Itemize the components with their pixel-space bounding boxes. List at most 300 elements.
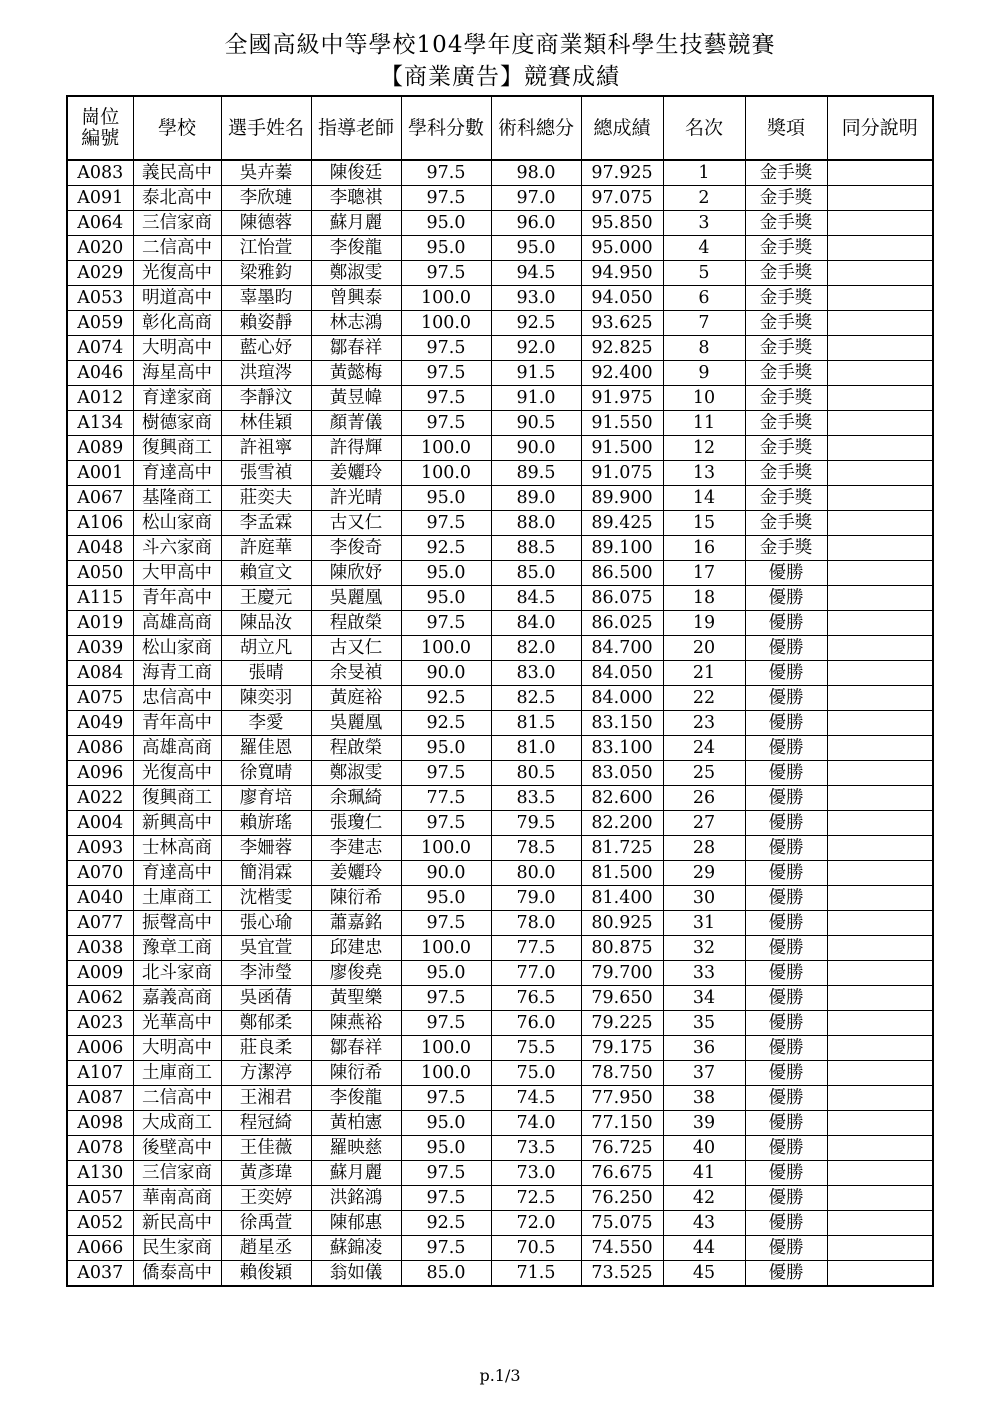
header-school: 學校: [133, 96, 221, 160]
cell-school: 豫章工商: [133, 936, 221, 961]
cell-award: 優勝: [745, 861, 827, 886]
table-row: [67, 911, 933, 936]
cell-instructor: 陳欣妤: [311, 561, 401, 586]
table-row: [67, 311, 933, 336]
cell-school: 基隆商工: [133, 486, 221, 511]
cell-booth-number: A064: [67, 211, 133, 236]
cell-booth-number: A106: [67, 511, 133, 536]
cell-award: 優勝: [745, 1011, 827, 1036]
cell-total-score: 91.075: [581, 461, 663, 486]
cell-written-score: 100.0: [401, 936, 491, 961]
cell-instructor: 林志鴻: [311, 311, 401, 336]
cell-booth-number: A053: [67, 286, 133, 311]
cell-total-score: 81.400: [581, 886, 663, 911]
cell-rank: 2: [663, 186, 745, 211]
cell-contestant-name: 沈楷雯: [221, 886, 311, 911]
cell-school: 復興商工: [133, 436, 221, 461]
cell-rank: 26: [663, 786, 745, 811]
cell-written-score: 97.5: [401, 186, 491, 211]
header-total-score: 總成績: [581, 96, 663, 160]
cell-booth-number: A107: [67, 1061, 133, 1086]
cell-total-score: 94.950: [581, 261, 663, 286]
cell-total-score: 94.050: [581, 286, 663, 311]
cell-practical-total: 91.0: [491, 386, 581, 411]
cell-tie-note: [827, 936, 933, 961]
table-row: [67, 936, 933, 961]
cell-award: 優勝: [745, 836, 827, 861]
cell-school: 二信高中: [133, 1086, 221, 1111]
cell-school: 新民高中: [133, 1211, 221, 1236]
table-row: [67, 986, 933, 1011]
cell-award: 優勝: [745, 786, 827, 811]
results-table: [66, 95, 934, 1287]
cell-total-score: 92.400: [581, 361, 663, 386]
cell-contestant-name: 胡立凡: [221, 636, 311, 661]
header-tie-note: 同分說明: [827, 96, 933, 160]
cell-tie-note: [827, 911, 933, 936]
cell-total-score: 95.000: [581, 236, 663, 261]
cell-booth-number: A029: [67, 261, 133, 286]
cell-instructor: 李俊龍: [311, 236, 401, 261]
cell-written-score: 95.0: [401, 886, 491, 911]
cell-award: 優勝: [745, 986, 827, 1011]
cell-rank: 17: [663, 561, 745, 586]
cell-contestant-name: 賴旂瑤: [221, 811, 311, 836]
table-row: [67, 586, 933, 611]
cell-tie-note: [827, 311, 933, 336]
cell-total-score: 95.850: [581, 211, 663, 236]
cell-practical-total: 72.0: [491, 1211, 581, 1236]
cell-school: 二信高中: [133, 236, 221, 261]
header-contestant-name: 選手姓名: [221, 96, 311, 160]
cell-written-score: 97.5: [401, 336, 491, 361]
cell-award: 優勝: [745, 886, 827, 911]
cell-award: 金手獎: [745, 311, 827, 336]
cell-instructor: 陳郁惠: [311, 1211, 401, 1236]
cell-written-score: 97.5: [401, 1011, 491, 1036]
cell-award: 優勝: [745, 636, 827, 661]
table-row: [67, 511, 933, 536]
cell-written-score: 97.5: [401, 986, 491, 1011]
cell-contestant-name: 徐寬晴: [221, 761, 311, 786]
cell-tie-note: [827, 986, 933, 1011]
cell-written-score: 90.0: [401, 861, 491, 886]
cell-tie-note: [827, 1136, 933, 1161]
cell-contestant-name: 李姍蓉: [221, 836, 311, 861]
cell-total-score: 73.525: [581, 1261, 663, 1287]
cell-school: 松山家商: [133, 636, 221, 661]
cell-booth-number: A134: [67, 411, 133, 436]
cell-rank: 11: [663, 411, 745, 436]
cell-written-score: 100.0: [401, 461, 491, 486]
cell-written-score: 97.5: [401, 160, 491, 186]
cell-practical-total: 96.0: [491, 211, 581, 236]
cell-instructor: 黃懿梅: [311, 361, 401, 386]
cell-school: 士林高商: [133, 836, 221, 861]
cell-rank: 29: [663, 861, 745, 886]
table-row: [67, 736, 933, 761]
cell-instructor: 李聰祺: [311, 186, 401, 211]
table-row: [67, 611, 933, 636]
cell-booth-number: A087: [67, 1086, 133, 1111]
cell-contestant-name: 李欣璉: [221, 186, 311, 211]
table-row: [67, 561, 933, 586]
cell-award: 優勝: [745, 1161, 827, 1186]
cell-instructor: 鄭淑雯: [311, 761, 401, 786]
cell-rank: 18: [663, 586, 745, 611]
cell-written-score: 100.0: [401, 311, 491, 336]
cell-tie-note: [827, 661, 933, 686]
cell-instructor: 古又仁: [311, 511, 401, 536]
cell-tie-note: [827, 886, 933, 911]
cell-school: 高雄高商: [133, 736, 221, 761]
table-row: [67, 636, 933, 661]
cell-practical-total: 75.5: [491, 1036, 581, 1061]
cell-tie-note: [827, 1086, 933, 1111]
cell-booth-number: A040: [67, 886, 133, 911]
cell-instructor: 姜孋玲: [311, 461, 401, 486]
cell-practical-total: 88.5: [491, 536, 581, 561]
cell-written-score: 95.0: [401, 486, 491, 511]
cell-school: 新興高中: [133, 811, 221, 836]
cell-booth-number: A037: [67, 1261, 133, 1287]
cell-written-score: 92.5: [401, 711, 491, 736]
cell-tie-note: [827, 386, 933, 411]
cell-rank: 10: [663, 386, 745, 411]
cell-rank: 27: [663, 811, 745, 836]
cell-written-score: 97.5: [401, 511, 491, 536]
cell-school: 華南高商: [133, 1186, 221, 1211]
cell-instructor: 蘇月麗: [311, 1161, 401, 1186]
cell-contestant-name: 李靜汶: [221, 386, 311, 411]
cell-contestant-name: 羅佳恩: [221, 736, 311, 761]
cell-rank: 15: [663, 511, 745, 536]
cell-award: 優勝: [745, 761, 827, 786]
cell-written-score: 97.5: [401, 911, 491, 936]
cell-total-score: 82.600: [581, 786, 663, 811]
cell-school: 忠信高中: [133, 686, 221, 711]
table-row: [67, 236, 933, 261]
cell-tie-note: [827, 1061, 933, 1086]
cell-school: 育達高中: [133, 461, 221, 486]
cell-instructor: 蕭嘉銘: [311, 911, 401, 936]
cell-practical-total: 97.0: [491, 186, 581, 211]
table-row: [67, 436, 933, 461]
cell-tie-note: [827, 1011, 933, 1036]
cell-instructor: 許光晴: [311, 486, 401, 511]
cell-written-score: 97.5: [401, 811, 491, 836]
cell-practical-total: 84.5: [491, 586, 581, 611]
cell-instructor: 翁如儀: [311, 1261, 401, 1287]
cell-total-score: 75.075: [581, 1211, 663, 1236]
table-row: [67, 661, 933, 686]
cell-school: 青年高中: [133, 586, 221, 611]
cell-tie-note: [827, 811, 933, 836]
cell-booth-number: A006: [67, 1036, 133, 1061]
cell-practical-total: 98.0: [491, 160, 581, 186]
cell-total-score: 89.425: [581, 511, 663, 536]
cell-booth-number: A098: [67, 1111, 133, 1136]
cell-tie-note: [827, 486, 933, 511]
cell-award: 金手獎: [745, 211, 827, 236]
cell-total-score: 78.750: [581, 1061, 663, 1086]
table-row: [67, 186, 933, 211]
cell-tie-note: [827, 836, 933, 861]
cell-booth-number: A089: [67, 436, 133, 461]
cell-rank: 4: [663, 236, 745, 261]
cell-total-score: 84.050: [581, 661, 663, 686]
table-row: [67, 1086, 933, 1111]
cell-written-score: 95.0: [401, 211, 491, 236]
cell-instructor: 陳衍希: [311, 1061, 401, 1086]
cell-school: 大成商工: [133, 1111, 221, 1136]
cell-total-score: 97.075: [581, 186, 663, 211]
cell-rank: 3: [663, 211, 745, 236]
cell-booth-number: A130: [67, 1161, 133, 1186]
table-row: [67, 1186, 933, 1211]
cell-booth-number: A057: [67, 1186, 133, 1211]
cell-award: 優勝: [745, 1236, 827, 1261]
cell-practical-total: 93.0: [491, 286, 581, 311]
cell-school: 青年高中: [133, 711, 221, 736]
cell-contestant-name: 方潔渟: [221, 1061, 311, 1086]
cell-rank: 8: [663, 336, 745, 361]
cell-written-score: 92.5: [401, 536, 491, 561]
cell-school: 大甲高中: [133, 561, 221, 586]
cell-practical-total: 88.0: [491, 511, 581, 536]
cell-award: 優勝: [745, 811, 827, 836]
cell-school: 義民高中: [133, 160, 221, 186]
cell-rank: 32: [663, 936, 745, 961]
cell-written-score: 85.0: [401, 1261, 491, 1287]
cell-total-score: 84.700: [581, 636, 663, 661]
cell-rank: 1: [663, 160, 745, 186]
cell-school: 復興商工: [133, 786, 221, 811]
cell-award: 優勝: [745, 561, 827, 586]
cell-contestant-name: 簡涓霖: [221, 861, 311, 886]
cell-booth-number: A084: [67, 661, 133, 686]
cell-school: 三信家商: [133, 1161, 221, 1186]
cell-instructor: 蘇月麗: [311, 211, 401, 236]
header-row: [67, 96, 933, 160]
cell-total-score: 79.700: [581, 961, 663, 986]
cell-instructor: 吳麗凰: [311, 586, 401, 611]
cell-rank: 23: [663, 711, 745, 736]
table-row: [67, 786, 933, 811]
cell-total-score: 79.650: [581, 986, 663, 1011]
header-award: 獎項: [745, 96, 827, 160]
cell-award: 優勝: [745, 1036, 827, 1061]
cell-school: 土庫商工: [133, 1061, 221, 1086]
cell-practical-total: 80.0: [491, 861, 581, 886]
cell-rank: 34: [663, 986, 745, 1011]
table-row: [67, 1011, 933, 1036]
cell-contestant-name: 徐禹萱: [221, 1211, 311, 1236]
cell-rank: 25: [663, 761, 745, 786]
cell-school: 斗六家商: [133, 536, 221, 561]
cell-school: 松山家商: [133, 511, 221, 536]
cell-total-score: 82.200: [581, 811, 663, 836]
header-booth-number: 崗位編號: [67, 96, 133, 160]
cell-instructor: 李俊奇: [311, 536, 401, 561]
cell-award: 優勝: [745, 661, 827, 686]
cell-rank: 9: [663, 361, 745, 386]
cell-total-score: 77.950: [581, 1086, 663, 1111]
cell-written-score: 97.5: [401, 261, 491, 286]
cell-booth-number: A001: [67, 461, 133, 486]
cell-rank: 24: [663, 736, 745, 761]
cell-award: 金手獎: [745, 160, 827, 186]
cell-instructor: 曾興泰: [311, 286, 401, 311]
cell-contestant-name: 張雪禎: [221, 461, 311, 486]
cell-instructor: 吳麗凰: [311, 711, 401, 736]
cell-tie-note: [827, 611, 933, 636]
cell-total-score: 81.500: [581, 861, 663, 886]
table-row: [67, 411, 933, 436]
cell-contestant-name: 洪瑄涔: [221, 361, 311, 386]
cell-rank: 12: [663, 436, 745, 461]
cell-total-score: 91.500: [581, 436, 663, 461]
cell-booth-number: A093: [67, 836, 133, 861]
cell-booth-number: A020: [67, 236, 133, 261]
cell-instructor: 鄒春祥: [311, 1036, 401, 1061]
cell-school: 明道高中: [133, 286, 221, 311]
cell-booth-number: A115: [67, 586, 133, 611]
cell-contestant-name: 賴宣文: [221, 561, 311, 586]
cell-practical-total: 77.0: [491, 961, 581, 986]
page-number: p.1/3: [479, 1366, 521, 1385]
cell-contestant-name: 江怡萱: [221, 236, 311, 261]
table-row: [67, 461, 933, 486]
cell-written-score: 95.0: [401, 236, 491, 261]
cell-tie-note: [827, 411, 933, 436]
table-row: [67, 1061, 933, 1086]
cell-contestant-name: 莊良柔: [221, 1036, 311, 1061]
cell-school: 民生家商: [133, 1236, 221, 1261]
cell-instructor: 鄭淑雯: [311, 261, 401, 286]
cell-school: 樹德家商: [133, 411, 221, 436]
cell-award: 優勝: [745, 1186, 827, 1211]
cell-instructor: 羅映慈: [311, 1136, 401, 1161]
cell-booth-number: A050: [67, 561, 133, 586]
cell-contestant-name: 李愛: [221, 711, 311, 736]
cell-instructor: 程啟榮: [311, 736, 401, 761]
cell-instructor: 程啟榮: [311, 611, 401, 636]
cell-rank: 28: [663, 836, 745, 861]
cell-award: 金手獎: [745, 386, 827, 411]
cell-booth-number: A023: [67, 1011, 133, 1036]
cell-school: 後壁高中: [133, 1136, 221, 1161]
cell-award: 優勝: [745, 711, 827, 736]
cell-tie-note: [827, 786, 933, 811]
cell-rank: 22: [663, 686, 745, 711]
cell-contestant-name: 張心瑜: [221, 911, 311, 936]
cell-tie-note: [827, 686, 933, 711]
cell-tie-note: [827, 361, 933, 386]
cell-tie-note: [827, 336, 933, 361]
cell-tie-note: [827, 1036, 933, 1061]
cell-total-score: 86.075: [581, 586, 663, 611]
cell-instructor: 陳衍希: [311, 886, 401, 911]
cell-tie-note: [827, 761, 933, 786]
cell-practical-total: 85.0: [491, 561, 581, 586]
cell-instructor: 顏菁儀: [311, 411, 401, 436]
cell-award: 優勝: [745, 586, 827, 611]
cell-written-score: 77.5: [401, 786, 491, 811]
cell-practical-total: 89.0: [491, 486, 581, 511]
cell-booth-number: A083: [67, 160, 133, 186]
cell-award: 優勝: [745, 1136, 827, 1161]
cell-contestant-name: 賴姿靜: [221, 311, 311, 336]
cell-tie-note: [827, 436, 933, 461]
results-body: [67, 160, 933, 1286]
header-rank: 名次: [663, 96, 745, 160]
cell-total-score: 79.225: [581, 1011, 663, 1036]
cell-booth-number: A074: [67, 336, 133, 361]
cell-practical-total: 94.5: [491, 261, 581, 286]
cell-award: 金手獎: [745, 461, 827, 486]
cell-rank: 39: [663, 1111, 745, 1136]
table-row: [67, 1161, 933, 1186]
cell-rank: 21: [663, 661, 745, 686]
cell-tie-note: [827, 160, 933, 186]
table-row: [67, 286, 933, 311]
cell-written-score: 97.5: [401, 1086, 491, 1111]
cell-written-score: 100.0: [401, 436, 491, 461]
cell-tie-note: [827, 461, 933, 486]
table-row: [67, 1111, 933, 1136]
cell-contestant-name: 林佳穎: [221, 411, 311, 436]
table-row: [67, 261, 933, 286]
table-row: [67, 886, 933, 911]
cell-school: 土庫商工: [133, 886, 221, 911]
cell-contestant-name: 許祖寧: [221, 436, 311, 461]
cell-tie-note: [827, 536, 933, 561]
cell-booth-number: A049: [67, 711, 133, 736]
cell-tie-note: [827, 711, 933, 736]
header-written-score: 學科分數: [401, 96, 491, 160]
table-row: [67, 1261, 933, 1287]
cell-booth-number: A059: [67, 311, 133, 336]
cell-award: 優勝: [745, 1261, 827, 1287]
cell-total-score: 79.175: [581, 1036, 663, 1061]
cell-school: 彰化高商: [133, 311, 221, 336]
cell-award: 優勝: [745, 961, 827, 986]
table-row: [67, 211, 933, 236]
cell-booth-number: A086: [67, 736, 133, 761]
cell-instructor: 邱建忠: [311, 936, 401, 961]
cell-written-score: 100.0: [401, 636, 491, 661]
cell-practical-total: 76.0: [491, 1011, 581, 1036]
table-row: [67, 1211, 933, 1236]
cell-contestant-name: 莊奕夫: [221, 486, 311, 511]
cell-total-score: 74.550: [581, 1236, 663, 1261]
cell-tie-note: [827, 561, 933, 586]
cell-award: 金手獎: [745, 411, 827, 436]
cell-contestant-name: 黃彥瑋: [221, 1161, 311, 1186]
cell-instructor: 許得輝: [311, 436, 401, 461]
cell-award: 優勝: [745, 611, 827, 636]
cell-contestant-name: 趙星丞: [221, 1236, 311, 1261]
cell-tie-note: [827, 1236, 933, 1261]
cell-award: 優勝: [745, 936, 827, 961]
table-row: [67, 761, 933, 786]
cell-tie-note: [827, 1111, 933, 1136]
cell-tie-note: [827, 236, 933, 261]
cell-tie-note: [827, 636, 933, 661]
cell-practical-total: 79.0: [491, 886, 581, 911]
cell-award: 金手獎: [745, 286, 827, 311]
